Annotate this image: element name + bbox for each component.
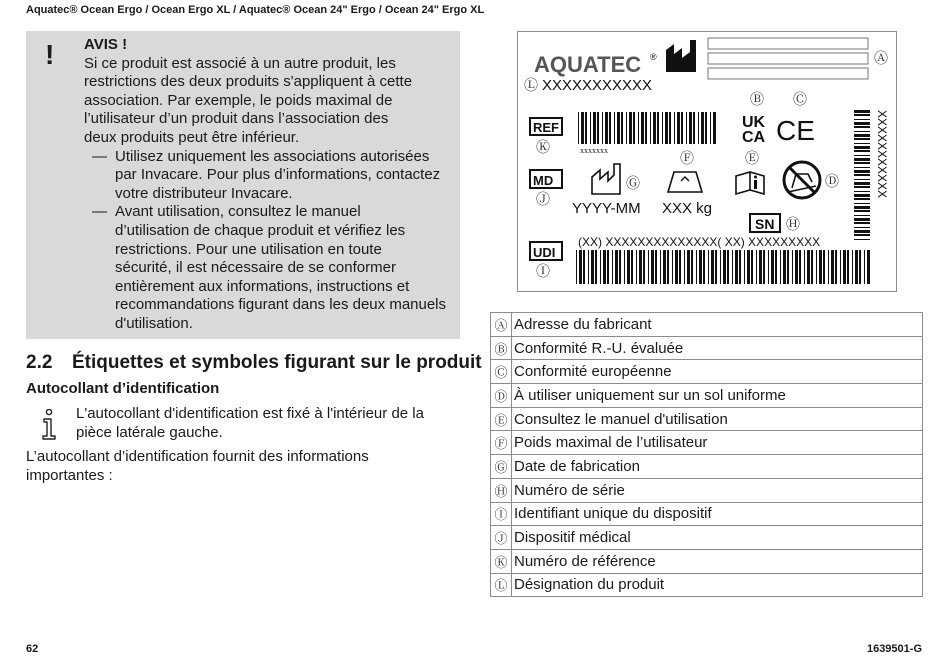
- barcode-bar: [854, 134, 870, 137]
- barcode-bar: [859, 250, 861, 284]
- barcode-bar: [854, 227, 870, 228]
- barcode-bar: [756, 250, 757, 284]
- manual-info-dot: [754, 176, 757, 179]
- barcode-bar: [675, 250, 678, 284]
- ukca-top: UK: [742, 114, 766, 131]
- barcode-bar: [854, 203, 870, 204]
- barcode-bar: [669, 112, 671, 144]
- address-box: [708, 68, 868, 79]
- barcode-bar: [828, 250, 829, 284]
- barcode-bar: [840, 250, 841, 284]
- barcode-bar: [854, 110, 870, 113]
- legend-text: Désignation du produit: [512, 573, 923, 597]
- legend-key: Ⓒ: [491, 360, 512, 384]
- barcode-bar: [621, 112, 623, 144]
- barcode-bar: [804, 250, 805, 284]
- barcode-bar: [854, 239, 870, 240]
- barcode-bar: [864, 250, 865, 284]
- barcode-bar: [854, 158, 870, 161]
- barcode-bar: [684, 250, 685, 284]
- notice-line: association. Par exemple, le poids maximal de: [84, 91, 393, 109]
- barcode-bar: [723, 250, 726, 284]
- barcode-bar: [854, 114, 870, 116]
- barcode-bar: [854, 179, 870, 180]
- barcode-bar: [576, 250, 577, 284]
- barcode-bar: [711, 250, 714, 284]
- section-number: 2.2: [26, 352, 53, 373]
- barcode-bar: [602, 112, 603, 144]
- legend-text: Adresse du fabricant: [512, 313, 923, 337]
- barcode-bar: [792, 250, 793, 284]
- barcode-bar: [713, 112, 716, 144]
- bullet-line: d’utilisation de chaque produit et vérifiez les: [115, 221, 406, 239]
- barcode-bar: [639, 250, 642, 284]
- page-number: 62: [26, 643, 39, 655]
- bullet-line: restrictions. Pour une utilisation en toute: [115, 240, 382, 258]
- notice-bullet: [84, 203, 458, 333]
- barcode-bar: [590, 112, 591, 144]
- barcode-bar: [627, 250, 630, 284]
- barcode-bar: [854, 218, 870, 221]
- barcode-bar: [854, 210, 870, 212]
- barcode-bar: [835, 250, 837, 284]
- barcode-bar: [600, 250, 601, 284]
- legend-text: À utiliser uniquement sur un sol uniforme: [512, 384, 923, 408]
- marker-d: Ⓓ: [825, 174, 839, 190]
- barcode-bar: [626, 112, 627, 144]
- barcode-bar: [763, 250, 765, 284]
- marker-e: Ⓔ: [745, 151, 759, 167]
- barcode-bar: [653, 112, 656, 144]
- barcode-bar: [638, 112, 639, 144]
- weight-scale-needle: [681, 177, 689, 181]
- barcode-bar: [852, 250, 853, 284]
- legend-key: Ⓗ: [491, 478, 512, 502]
- legend-key: Ⓕ: [491, 431, 512, 455]
- legend-text: Poids maximal de l’utilisateur: [512, 431, 923, 455]
- serial-barcode: [854, 110, 870, 240]
- legend-text: Conformité européenne: [512, 360, 923, 384]
- barcode-bar: [578, 112, 579, 144]
- notice-text: [84, 36, 458, 334]
- barcode-bar: [708, 250, 709, 284]
- manufacture-date: YYYY-MM: [572, 200, 641, 217]
- paragraph-line: L’autocollant d’identification fournit des informations: [26, 448, 369, 465]
- barcode-bar: [645, 112, 647, 144]
- barcode-bar: [843, 250, 846, 284]
- manual-info-bar: [754, 180, 757, 189]
- marker-i: Ⓘ: [536, 264, 550, 280]
- ref-number: xxxxxxx: [580, 146, 608, 155]
- barcode-bar: [689, 112, 692, 144]
- barcode-bar: [597, 112, 599, 144]
- notice-line: l’utilisateur d’un produit dans l’association des: [84, 110, 389, 128]
- ce-mark: CE: [776, 115, 815, 146]
- barcode-bar: [660, 250, 661, 284]
- barcode-bar: [691, 250, 693, 284]
- barcode-bar: [854, 170, 870, 173]
- barcode-bar: [799, 250, 801, 284]
- barcode-bar: [667, 250, 669, 284]
- notice-title: AVIS !: [84, 36, 128, 53]
- barcode-bar: [720, 250, 721, 284]
- ref-barcode: [578, 112, 716, 144]
- consult-manual-icon: [736, 172, 764, 194]
- barcode-bar: [854, 122, 870, 125]
- legend-row: [491, 526, 923, 550]
- logo-mark: ®: [650, 52, 657, 62]
- barcode-bar: [867, 250, 870, 284]
- legend-row: [491, 384, 923, 408]
- barcode-bar: [735, 250, 738, 284]
- barcode-bar: [614, 112, 615, 144]
- barcode-bar: [775, 250, 777, 284]
- legend-key: Ⓐ: [491, 313, 512, 337]
- barcode-bar: [629, 112, 632, 144]
- legend-row: [491, 407, 923, 431]
- legend-key: Ⓓ: [491, 384, 512, 408]
- barcode-bar: [705, 112, 707, 144]
- barcode-bar: [854, 230, 870, 233]
- udi-barcode: [576, 250, 870, 284]
- barcode-bar: [699, 250, 702, 284]
- barcode-bar: [854, 155, 870, 156]
- barcode-bar: [663, 250, 666, 284]
- barcode-bar: [768, 250, 769, 284]
- ukca-bottom: CA: [742, 129, 766, 146]
- bullet-line: d'utilisation.: [115, 314, 193, 332]
- bullet-line: Utilisez uniquement les associations autorisées: [115, 147, 430, 165]
- barcode-bar: [819, 250, 822, 284]
- legend-text: Numéro de série: [512, 478, 923, 502]
- barcode-bar: [583, 250, 585, 284]
- address-box: [708, 53, 868, 64]
- barcode-bar: [854, 186, 870, 188]
- legend-row: [491, 313, 923, 337]
- barcode-bar: [816, 250, 817, 284]
- paragraph-line: importantes :: [26, 467, 113, 484]
- notice-box: [26, 31, 460, 339]
- barcode-bar: [854, 191, 870, 192]
- barcode-bar: [677, 112, 680, 144]
- barcode-bar: [617, 112, 620, 144]
- barcode-bar: [854, 138, 870, 140]
- barcode-bar: [615, 250, 618, 284]
- barcode-bar: [585, 112, 587, 144]
- legend-row: [491, 455, 923, 479]
- running-header: Aquatec® Ocean Ergo / Ocean Ergo XL / Aquatec® Ocean 24" Ergo / Ocean 24" Ergo XL: [26, 4, 485, 16]
- section-title: Étiquettes et symboles figurant sur le produit: [72, 352, 482, 373]
- barcode-bar: [854, 150, 870, 152]
- barcode-bar: [854, 167, 870, 168]
- legend-row: [491, 573, 923, 597]
- bullet-line: entièrement aux informations, instructions et: [115, 277, 410, 295]
- warning-exclamation-icon: !: [45, 39, 55, 70]
- barcode-bar: [687, 250, 690, 284]
- marker-k: Ⓚ: [536, 140, 550, 156]
- barcode-bar: [854, 194, 870, 197]
- bullet-line: recommandations figurant dans les deux manuels: [115, 296, 447, 314]
- barcode-bar: [747, 250, 750, 284]
- barcode-bar: [854, 119, 870, 120]
- barcode-bar: [854, 162, 870, 164]
- legend-row: [491, 478, 923, 502]
- barcode-bar: [631, 250, 633, 284]
- barcode-bar: [651, 250, 654, 284]
- barcode-bar: [633, 112, 635, 144]
- product-code: XXXXXXXXXXX: [542, 77, 653, 94]
- legend-key: Ⓙ: [491, 526, 512, 550]
- legend-key: Ⓛ: [491, 573, 512, 597]
- barcode-bar: [579, 250, 582, 284]
- legend-row: [491, 549, 923, 573]
- barcode-bar: [591, 250, 594, 284]
- barcode-bar: [855, 250, 858, 284]
- barcode-bar: [739, 250, 741, 284]
- bullet-line: par Invacare. Pour plus d’informations, contactez: [115, 166, 441, 184]
- legend-key: Ⓚ: [491, 549, 512, 573]
- barcode-bar: [703, 250, 705, 284]
- barcode-bar: [727, 250, 729, 284]
- legend-key: Ⓑ: [491, 336, 512, 360]
- barcode-bar: [854, 234, 870, 236]
- max-weight-icon: [668, 172, 702, 192]
- even-floor-only-icon: [784, 162, 820, 198]
- barcode-bar: [612, 250, 613, 284]
- barcode-bar: [686, 112, 687, 144]
- body-paragraph: [26, 447, 446, 485]
- date-of-manufacture-icon: [592, 164, 620, 194]
- notice-bullet: [84, 148, 458, 204]
- max-weight: XXX kg: [662, 200, 713, 217]
- barcode-bar: [643, 250, 645, 284]
- legend-table: [490, 312, 923, 597]
- udi-symbol: UDI: [533, 245, 556, 260]
- barcode-bar: [854, 126, 870, 128]
- document-id: 1639501-G: [866, 643, 922, 655]
- barcode-bar: [831, 250, 834, 284]
- marker-l: Ⓛ: [524, 78, 538, 94]
- barcode-bar: [607, 250, 609, 284]
- legend-key: Ⓖ: [491, 455, 512, 479]
- barcode-bar: [698, 112, 699, 144]
- barcode-bar: [715, 250, 717, 284]
- udi-text: (XX) XXXXXXXXXXXXXX( XX) XXXXXXXXX: [578, 235, 821, 249]
- barcode-bar: [681, 112, 683, 144]
- sn-symbol: SN: [755, 216, 775, 232]
- barcode-bar: [693, 112, 695, 144]
- barcode-bar: [650, 112, 651, 144]
- barcode-bar: [593, 112, 596, 144]
- notice-line: restrictions des deux produits s'appliquent à cette: [84, 73, 413, 91]
- legend-row: [491, 502, 923, 526]
- legend-text: Numéro de référence: [512, 549, 923, 573]
- legend-text: Consultez le manuel d'utilisation: [512, 407, 923, 431]
- legend-text: Conformité R.-U. évaluée: [512, 336, 923, 360]
- barcode-bar: [854, 182, 870, 185]
- barcode-bar: [648, 250, 649, 284]
- barcode-bar: [780, 250, 781, 284]
- barcode-bar: [854, 198, 870, 200]
- barcode-bar: [701, 112, 704, 144]
- legend-key: Ⓘ: [491, 502, 512, 526]
- barcode-bar: [771, 250, 774, 284]
- notice-line: deux produits peut être inférieur.: [84, 128, 300, 146]
- logo-text: AQUATEC: [534, 52, 642, 77]
- subsection-heading: Autocollant d’identification: [26, 380, 220, 397]
- barcode-bar: [811, 250, 813, 284]
- marker-b: Ⓑ: [750, 92, 764, 108]
- bullet-line: sécurité, il est nécessaire de se conformer: [115, 259, 396, 277]
- barcode-bar: [854, 131, 870, 132]
- info-note-line: L'autocollant d'identification est fixé à l'intérieur de la: [76, 405, 424, 422]
- barcode-bar: [662, 112, 663, 144]
- serial-vertical-text: XXXXXXXXXXX: [875, 110, 889, 199]
- legend-row: [491, 431, 923, 455]
- barcode-bar: [641, 112, 644, 144]
- barcode-bar: [854, 222, 870, 224]
- info-icon: [40, 409, 60, 441]
- barcode-bar: [605, 112, 608, 144]
- barcode-bar: [581, 112, 584, 144]
- barcode-bar: [847, 250, 849, 284]
- barcode-bar: [657, 112, 659, 144]
- barcode-bar: [854, 143, 870, 144]
- legend-text: Dispositif médical: [512, 526, 923, 550]
- barcode-bar: [854, 206, 870, 209]
- barcode-bar: [696, 250, 697, 284]
- barcode-bar: [854, 174, 870, 176]
- notice-line: Si ce produit est associé à un autre produit, les: [84, 54, 396, 72]
- barcode-bar: [854, 215, 870, 216]
- legend-key: Ⓔ: [491, 407, 512, 431]
- barcode-bar: [636, 250, 637, 284]
- barcode-bar: [783, 250, 786, 284]
- barcode-bar: [732, 250, 733, 284]
- barcode-bar: [807, 250, 810, 284]
- barcode-bar: [795, 250, 798, 284]
- barcode-bar: [595, 250, 597, 284]
- marker-a: Ⓐ: [874, 51, 888, 67]
- barcode-bar: [655, 250, 657, 284]
- barcode-bar: [609, 112, 611, 144]
- info-note-text: [76, 404, 456, 442]
- barcode-bar: [744, 250, 745, 284]
- barcode-bar: [759, 250, 762, 284]
- barcode-bar: [603, 250, 606, 284]
- legend-row: [491, 360, 923, 384]
- label-drawing: [518, 32, 896, 291]
- marker-j: Ⓙ: [536, 192, 550, 208]
- barcode-bar: [588, 250, 589, 284]
- barcode-bar: [710, 112, 711, 144]
- info-note-line: pièce latérale gauche.: [76, 424, 223, 441]
- identification-label-figure: [517, 31, 897, 292]
- section-heading: [26, 352, 482, 374]
- ref-symbol: REF: [533, 120, 559, 135]
- legend-text: Identifiant unique du dispositif: [512, 502, 923, 526]
- barcode-bar: [751, 250, 753, 284]
- md-symbol: MD: [533, 173, 554, 188]
- bullet-line: Avant utilisation, consultez le manuel: [115, 203, 361, 221]
- legend-row: [491, 336, 923, 360]
- barcode-bar: [674, 112, 675, 144]
- barcode-bar: [787, 250, 789, 284]
- barcode-bar: [619, 250, 621, 284]
- address-box: [708, 38, 868, 49]
- bullet-dash: —: [92, 203, 107, 221]
- barcode-bar: [823, 250, 825, 284]
- marker-c: Ⓒ: [793, 92, 807, 108]
- manufacturer-factory-icon: [666, 40, 696, 72]
- barcode-bar: [672, 250, 673, 284]
- barcode-bar: [665, 112, 668, 144]
- bullet-line: votre distributeur Invacare.: [115, 184, 293, 202]
- barcode-bar: [624, 250, 625, 284]
- legend-text: Date de fabrication: [512, 455, 923, 479]
- barcode-bar: [854, 146, 870, 149]
- bullet-dash: —: [92, 147, 107, 165]
- barcode-bar: [679, 250, 681, 284]
- marker-f: Ⓕ: [680, 151, 694, 167]
- marker-g: Ⓖ: [626, 176, 640, 192]
- marker-h: Ⓗ: [786, 217, 800, 233]
